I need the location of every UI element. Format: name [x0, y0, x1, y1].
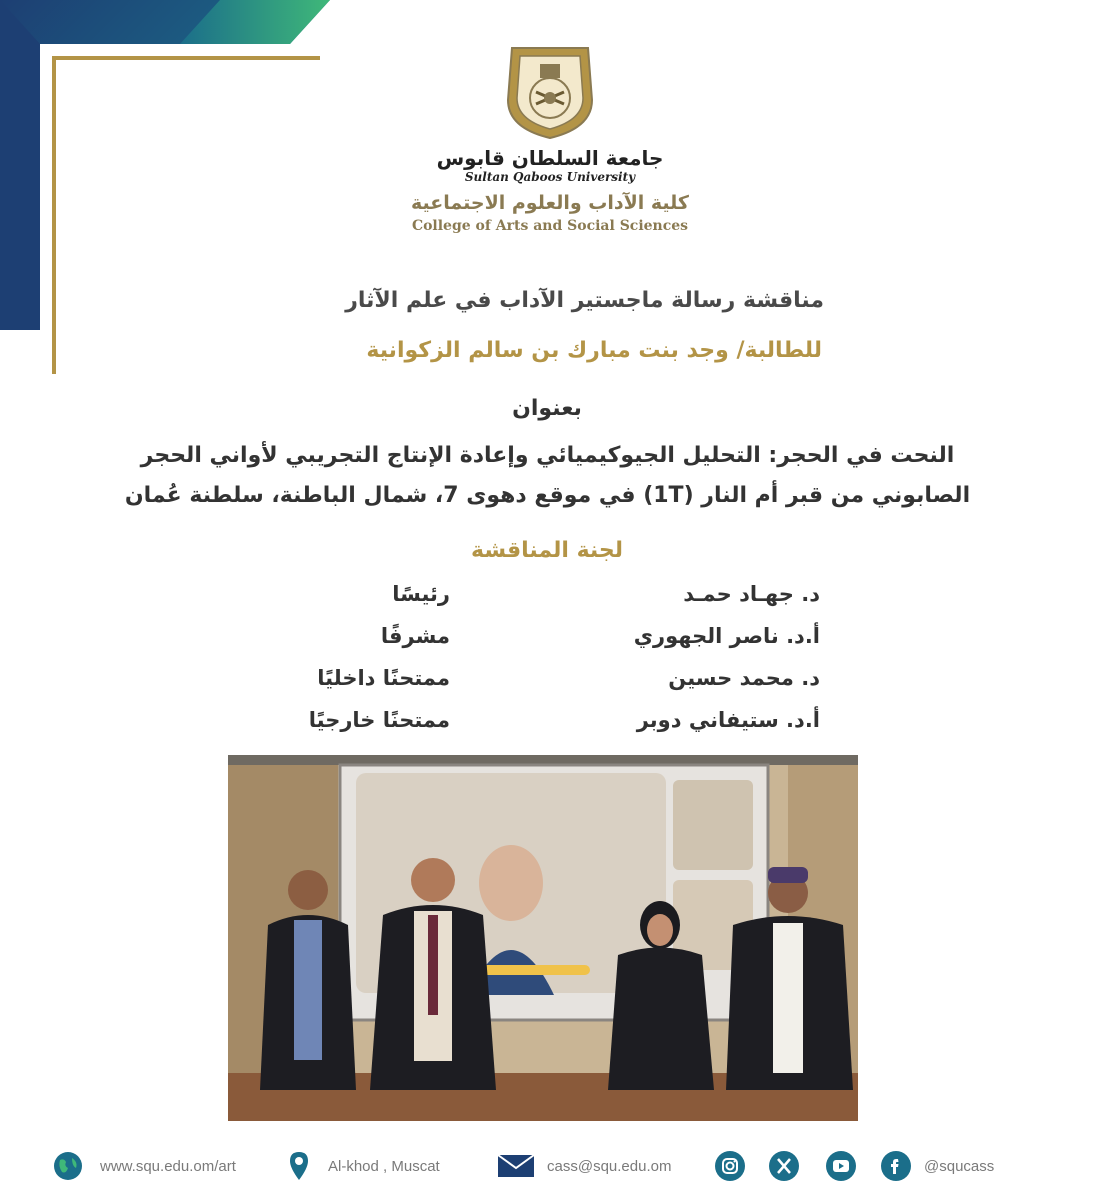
social-handle-text: @squcass [924, 1157, 995, 1175]
committee-row [0, 582, 1094, 622]
announcement-title: مناقشة رسالة ماجستير الآداب في علم الآثار [345, 288, 824, 313]
email-link[interactable] [497, 1148, 671, 1184]
website-link[interactable] [52, 1148, 236, 1184]
facebook-icon [880, 1150, 912, 1182]
x-icon [768, 1150, 800, 1182]
student-name: للطالبة/ وجد بنت مبارك بن سالم الزكوانية [366, 338, 822, 363]
thesis-title-line-1: النحت في الحجر: التحليل الجيوكيميائي وإعادة الإنتاج التجريبي لأواني الحجر [140, 443, 955, 468]
globe-icon [52, 1150, 84, 1182]
thesis-title-line-2: الصابوني من قبر أم النار (1T) في موقع دهوى 7، شمال الباطنة، سلطنة عُمان [124, 483, 971, 508]
college-name-ar: كلية الآداب والعلوم الاجتماعية [411, 192, 689, 214]
committee-row [0, 666, 1094, 706]
committee-member-role: ممتحنًا خارجيًا [308, 708, 450, 732]
email-text: cass@squ.edu.om [547, 1157, 672, 1175]
university-name-en: Sultan Qaboos University [464, 170, 636, 184]
committee-member-name: أ.د. ناصر الجهوري [633, 624, 820, 648]
committee-member-role: ممتحنًا داخليًا [317, 666, 450, 690]
committee-member-role: مشرفًا [380, 624, 450, 648]
group-photo-illustration [228, 755, 858, 1121]
location-info [288, 1148, 440, 1184]
university-seal-icon [502, 40, 598, 140]
committee-group-photo [228, 755, 858, 1121]
committee-member-name: أ.د. ستيفاني دوبر [636, 708, 820, 732]
corner-decoration [0, 0, 400, 380]
university-header [380, 40, 720, 234]
committee-member-role: رئيسًا [392, 582, 450, 606]
instagram-link[interactable] [714, 1148, 746, 1184]
instagram-icon [714, 1150, 746, 1182]
facebook-link[interactable] [880, 1148, 994, 1184]
university-name-ar: جامعة السلطان قابوس [436, 146, 664, 170]
thesis-title [50, 436, 1045, 516]
location-pin-icon [288, 1150, 310, 1182]
youtube-icon [825, 1150, 857, 1182]
location-text: Al-khod , Muscat [328, 1157, 440, 1175]
titled-label: بعنوان [512, 396, 582, 421]
footer-bar [0, 1148, 1094, 1188]
committee-row [0, 708, 1094, 748]
committee-member-name: د. جهـاد حمـد [683, 582, 820, 606]
envelope-icon [497, 1150, 535, 1182]
committee-row [0, 624, 1094, 664]
college-name-en: College of Arts and Social Sciences [411, 218, 689, 234]
website-text: www.squ.edu.om/art [100, 1157, 236, 1175]
youtube-link[interactable] [825, 1148, 857, 1184]
x-link[interactable] [768, 1148, 800, 1184]
committee-heading: لجنة المناقشة [470, 538, 624, 563]
committee-member-name: د. محمد حسين [668, 666, 820, 690]
